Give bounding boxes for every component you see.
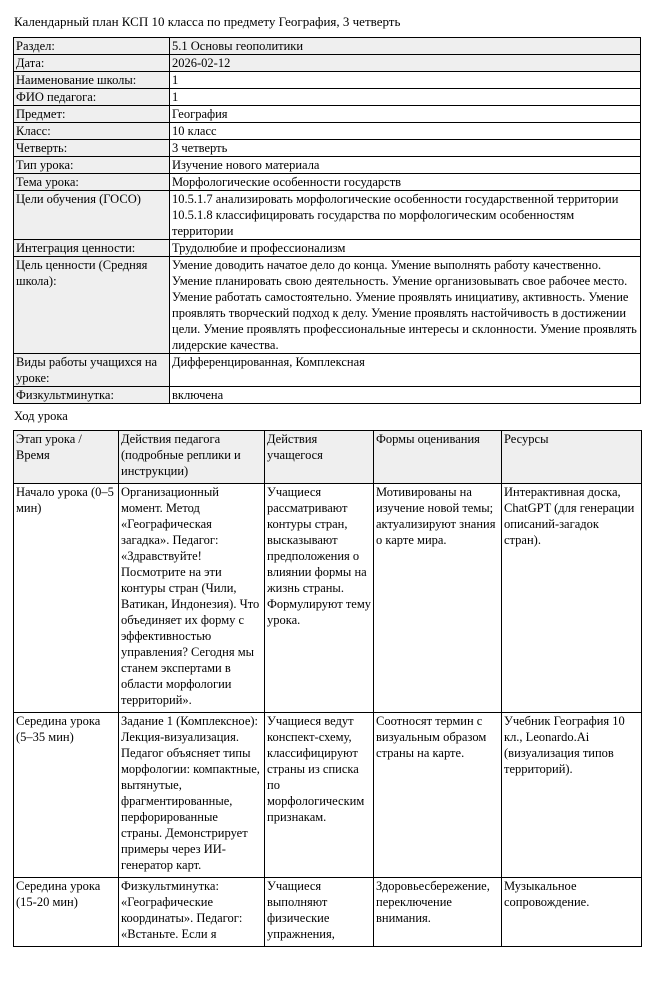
info-value: 3 четверть [170, 140, 641, 157]
stage-cell: Начало урока (0–5 мин) [14, 484, 119, 713]
info-row-teacher [14, 89, 641, 106]
info-label: Виды работы учащихся на уроке: [14, 354, 170, 387]
stage-cell: Середина урока (5–35 мин) [14, 713, 119, 878]
table-row [14, 484, 642, 713]
column-header-student-actions: Действия учащегося [265, 431, 374, 484]
info-row-learning-goals [14, 191, 641, 240]
info-label: Раздел: [14, 38, 170, 55]
info-row-quarter [14, 140, 641, 157]
info-label: Класс: [14, 123, 170, 140]
info-value: 5.1 Основы геополитики [170, 38, 641, 55]
column-header-teacher-actions: Действия педагога (подробные реплики и инструкции) [119, 431, 265, 484]
column-header-assessment: Формы оценивания [374, 431, 502, 484]
info-label: Тип урока: [14, 157, 170, 174]
info-value: Дифференцированная, Комплексная [170, 354, 641, 387]
info-value: География [170, 106, 641, 123]
info-label: Четверть: [14, 140, 170, 157]
stage-cell: Середина урока (15-20 мин) [14, 878, 119, 947]
resources-cell: Учебник География 10 кл., Leonardo.Ai (визуализация типов территорий). [502, 713, 642, 878]
info-label: Дата: [14, 55, 170, 72]
info-row-value-integration [14, 240, 641, 257]
info-row-value-goal [14, 257, 641, 354]
info-value: 10 класс [170, 123, 641, 140]
info-label: Цель ценности (Средняя школа): [14, 257, 170, 354]
teacher-actions-cell: Физкультминутка: «Географические координаты». Педагог: «Встаньте. Если я [119, 878, 265, 947]
info-row-section [14, 38, 641, 55]
table-row [14, 713, 642, 878]
table-header-row [14, 431, 642, 484]
info-row-lesson-topic [14, 174, 641, 191]
info-value: 1 [170, 72, 641, 89]
info-label: Физкультминутка: [14, 387, 170, 404]
resources-cell: Музыкальное сопровождение. [502, 878, 642, 947]
student-actions-cell: Учащиеся выполняют физические упражнения, [265, 878, 374, 947]
info-label: Тема урока: [14, 174, 170, 191]
info-value: Умение доводить начатое дело до конца. Умение выполнять работу качественно. Умение планировать свою деятельность. Умение организовывать свое рабочее место. Умение работать самостоятельно. Умение проявлять инициативу, активность. Умение проявлять творческий подход к делу. Умение проявлять настойчивость в достижении цели. Умение проявлять профессиональные интересы и склонности. Умение проявлять лидерские качества. [170, 257, 641, 354]
info-value: 1 [170, 89, 641, 106]
column-header-resources: Ресурсы [502, 431, 642, 484]
info-label: Интеграция ценности: [14, 240, 170, 257]
assessment-cell: Мотивированы на изучение новой темы; актуализируют знания о карте мира. [374, 484, 502, 713]
lesson-info-table [13, 37, 641, 404]
info-row-lesson-type [14, 157, 641, 174]
assessment-cell: Соотносят термин с визуальным образом страны на карте. [374, 713, 502, 878]
info-row-physical-break [14, 387, 641, 404]
teacher-actions-cell: Задание 1 (Комплексное): Лекция-визуализация. Педагог объясняет типы морфологии: компактные, вытянутые, фрагментированные, перфорированные страны. Демонстрирует примеры через ИИ-генератор карт. [119, 713, 265, 878]
info-row-subject [14, 106, 641, 123]
student-actions-cell: Учащиеся рассматривают контуры стран, высказывают предположения о влиянии формы на жизнь страны. Формулируют тему урока. [265, 484, 374, 713]
info-value: Трудолюбие и профессионализм [170, 240, 641, 257]
info-row-school [14, 72, 641, 89]
info-value: Морфологические особенности государств [170, 174, 641, 191]
info-label: ФИО педагога: [14, 89, 170, 106]
table-row [14, 878, 642, 947]
info-value: Изучение нового материала [170, 157, 641, 174]
teacher-actions-cell: Организационный момент. Метод «Географическая загадка». Педагог: «Здравствуйте! Посмотрите на эти контуры стран (Чили, Ватикан, Индонезия). Что объединяет их форму с эффективностью управления? Сегодня мы станем экспертами в области морфологии территорий». [119, 484, 265, 713]
info-value: 10.5.1.7 анализировать морфологические особенности государственной территории 10.5.1.8 классифицировать государства по морфологическим особенностям территории [170, 191, 641, 240]
info-value: включена [170, 387, 641, 404]
info-label: Цели обучения (ГОСО) [14, 191, 170, 240]
page-title: Календарный план КСП 10 класса по предмету География, 3 четверть [14, 14, 401, 29]
resources-cell: Интерактивная доска, ChatGPT (для генерации описаний-загадок стран). [502, 484, 642, 713]
info-value: 2026-02-12 [170, 55, 641, 72]
column-header-stage: Этап урока / Время [14, 431, 119, 484]
lesson-flow-heading: Ход урока [14, 409, 68, 423]
info-row-work-types [14, 354, 641, 387]
info-label: Предмет: [14, 106, 170, 123]
info-row-grade [14, 123, 641, 140]
info-label: Наименование школы: [14, 72, 170, 89]
student-actions-cell: Учащиеся ведут конспект-схему, классифицируют страны из списка по морфологическим признакам. [265, 713, 374, 878]
info-row-date [14, 55, 641, 72]
lesson-plan-table [13, 430, 642, 947]
assessment-cell: Здоровьесбережение, переключение внимания. [374, 878, 502, 947]
